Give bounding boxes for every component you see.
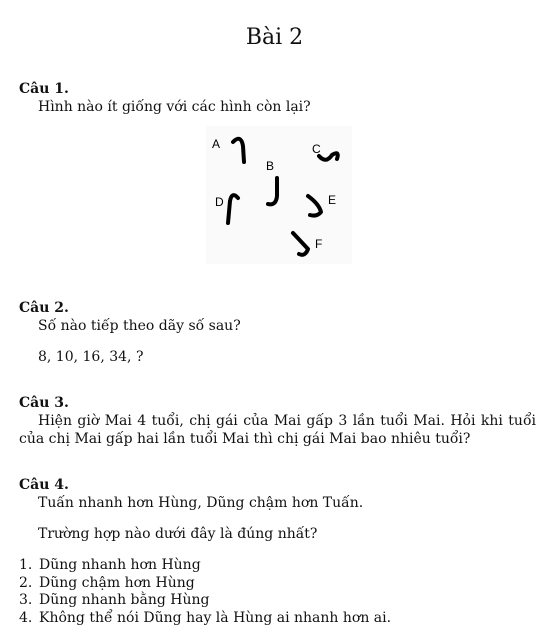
- option-text: Dũng chậm hơn Hùng: [39, 574, 195, 591]
- option-number: 2.: [19, 574, 33, 591]
- option-2: [19, 574, 391, 592]
- shape-label-f: F: [315, 237, 323, 251]
- question-3-label: Câu 3.: [19, 395, 69, 411]
- shape-label-d: D: [215, 195, 224, 209]
- option-1: [19, 556, 391, 574]
- question-1-text: Hình nào ít giống với các hình còn lại?: [38, 99, 311, 115]
- shape-e: [308, 196, 321, 216]
- question-2-sequence: 8, 10, 16, 34, ?: [38, 349, 144, 365]
- option-number: 1.: [19, 557, 33, 573]
- option-4: [19, 609, 391, 627]
- shape-c: [319, 153, 338, 160]
- option-text: Dũng nhanh bằng Hùng: [39, 592, 210, 608]
- option-text: Không thể nói Dũng hay là Hùng ai nhanh hơn ai.: [39, 609, 392, 626]
- question-4-text: Tuấn nhanh hơn Hùng, Dũng chậm hơn Tuấn.: [38, 495, 364, 511]
- shape-a: [233, 139, 244, 162]
- page-title: Bài 2: [245, 25, 304, 50]
- shape-label-b: B: [266, 159, 275, 173]
- option-number: 3.: [19, 592, 33, 608]
- shape-label-c: C: [312, 142, 321, 156]
- question-3-text: Hiện giờ Mai 4 tuổi, chị gái của Mai gấp 3 lần tuổi Mai. Hỏi khi tuổi của chị Mai gấp hai lần tuổi Mai thì chị gái Mai bao nhiêu tuổi?: [19, 413, 536, 447]
- question-2-text: Số nào tiếp theo dãy số sau?: [38, 318, 241, 334]
- shape-b: [268, 178, 277, 204]
- option-number: 4.: [19, 609, 33, 626]
- question-1-label: Câu 1.: [19, 81, 69, 97]
- question-4-label: Câu 4.: [19, 477, 69, 493]
- answer-options: [19, 556, 391, 626]
- shape-label-a: A: [212, 137, 221, 151]
- question-4-prompt: Trường hợp nào dưới đây là đúng nhất?: [38, 526, 318, 542]
- question-2-label: Câu 2.: [19, 300, 69, 316]
- option-text: Dũng nhanh hơn Hùng: [39, 557, 201, 573]
- shape-d: [228, 195, 238, 223]
- shape-f: [293, 233, 308, 255]
- shape-label-e: E: [328, 193, 337, 207]
- shapes-figure: [206, 126, 352, 264]
- option-3: [19, 591, 391, 609]
